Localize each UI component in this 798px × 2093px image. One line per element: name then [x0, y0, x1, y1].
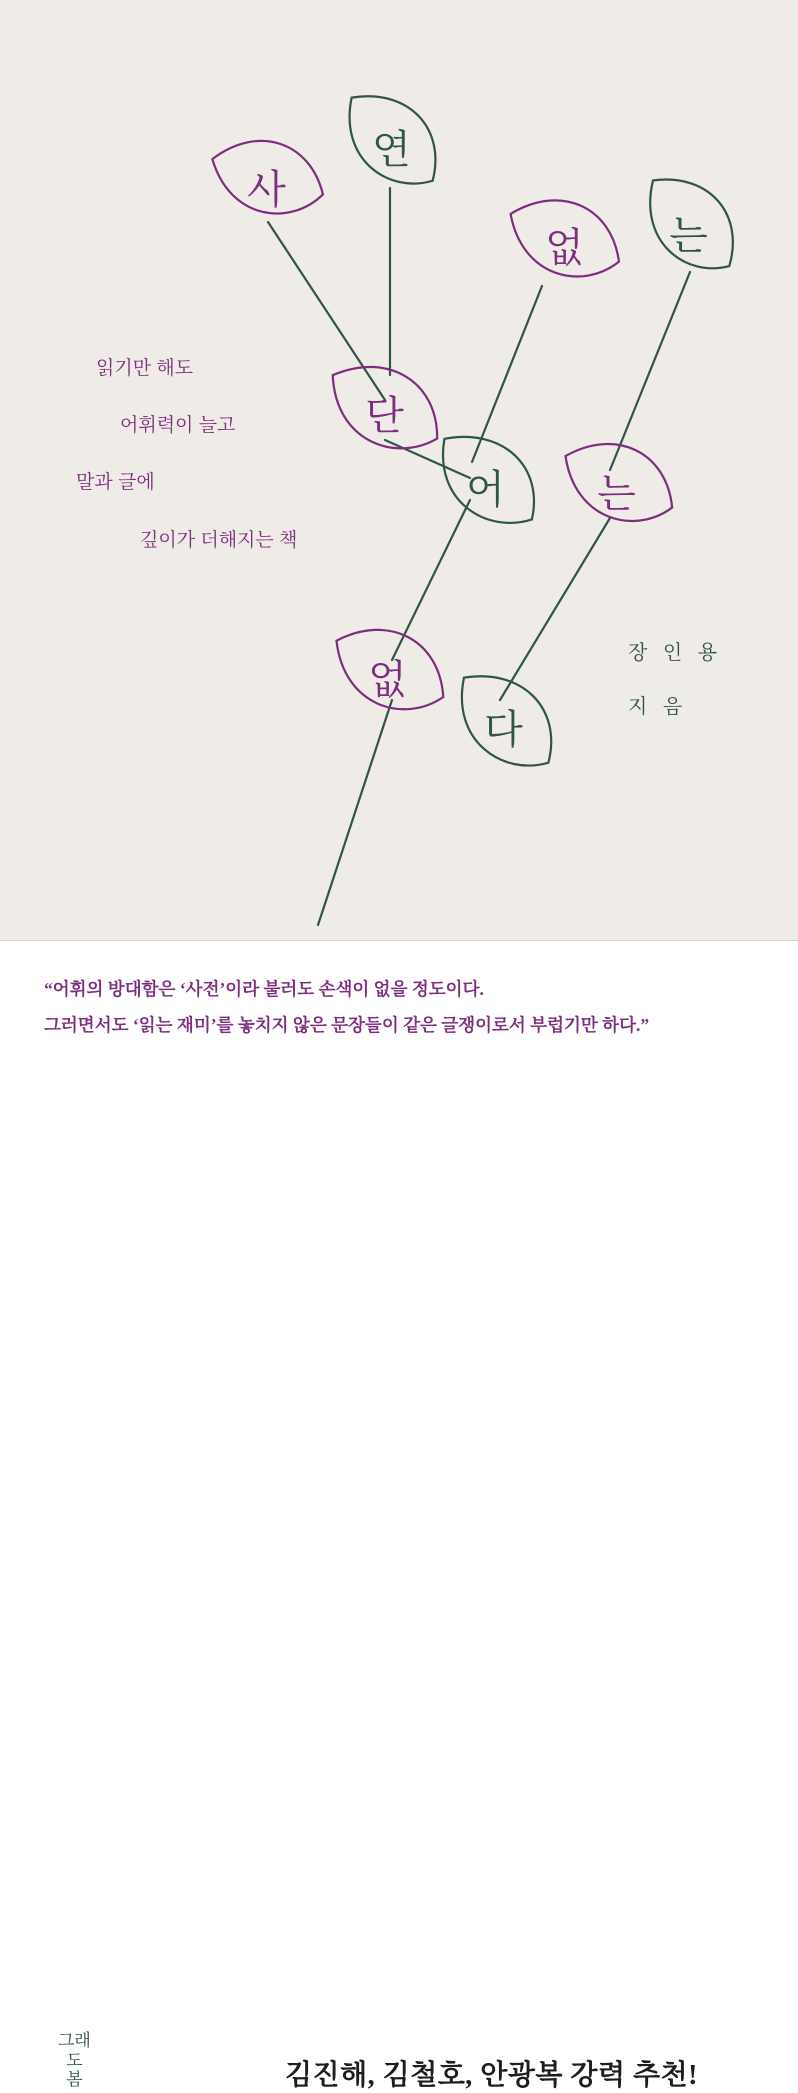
- tagline-line: 깊이가 더해지는 책: [140, 530, 298, 551]
- publisher-logo: [58, 2031, 91, 2090]
- blurb-line: “어휘의 방대함은 ‘사전’이라 불러도 손색이 없을 정도이다.: [44, 979, 484, 999]
- tagline-line: 말과 글에: [76, 472, 155, 493]
- cover-artwork: [0, 0, 798, 940]
- leaf-shape: [211, 123, 326, 231]
- leaf-shape: [341, 93, 444, 187]
- stem-line: [500, 518, 610, 700]
- leaf-shape: [509, 187, 621, 291]
- stem-line: [318, 700, 392, 925]
- leaf-character: 없: [368, 658, 408, 702]
- leaf-shape: [436, 434, 540, 525]
- tagline-line: 어휘력이 늘고: [120, 415, 236, 436]
- stem-line: [610, 272, 690, 470]
- author-name-line: 장 인 용: [628, 642, 723, 664]
- leaf-character: 어: [466, 468, 506, 512]
- tagline-line: 읽기만 해도: [96, 358, 194, 379]
- publisher-logo-line: 도: [66, 2050, 83, 2070]
- leaf-character: 는: [597, 472, 637, 516]
- leaf-group: [211, 93, 743, 769]
- leaf-character: 다: [484, 708, 524, 752]
- publisher-logo-line: 봄: [66, 2070, 83, 2090]
- stem-group: [268, 188, 690, 925]
- author-name-line: 지 음: [628, 696, 688, 718]
- leaf-character: 사: [247, 168, 287, 212]
- stem-line: [385, 440, 470, 478]
- leaf-shape: [453, 673, 560, 769]
- bottom-band: [0, 940, 798, 2091]
- recommendation-line: 김진해, 김철호, 안광복 강력 추천!: [285, 2060, 698, 2091]
- leaf-shape: [639, 176, 743, 272]
- blurb-line: 그러면서도 ‘읽는 재미’를 놓치지 않은 문장들이 같은 글쟁이로서 부럽기만 하다.”: [44, 1015, 650, 1035]
- publisher-logo-line: 그래: [58, 2031, 91, 2050]
- leaf-character: 없: [545, 226, 585, 270]
- stem-line: [268, 222, 385, 400]
- leaf-character: 는: [669, 214, 709, 258]
- stem-line: [472, 286, 542, 462]
- leaf-character: 연: [372, 128, 412, 172]
- leaf-character: 단: [365, 394, 405, 438]
